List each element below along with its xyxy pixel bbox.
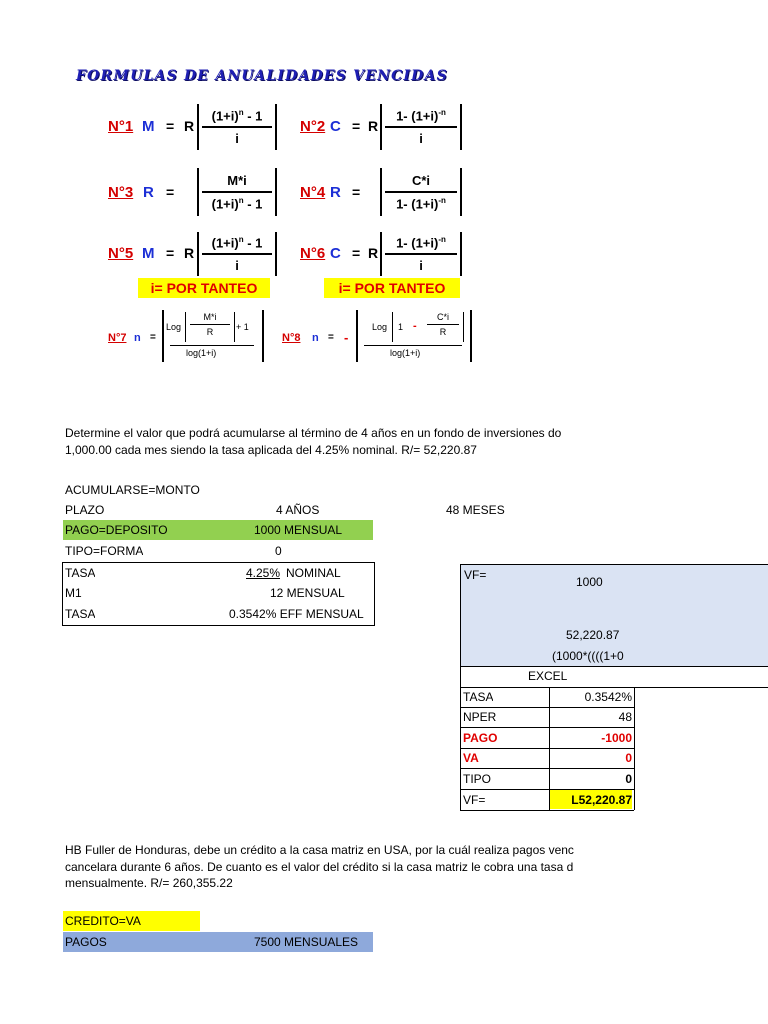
denominator: log(1+i) [186, 348, 217, 358]
vf-formula: (1000*((((1+0 [552, 649, 624, 663]
numerator [166, 312, 258, 344]
equals-sign: = [166, 245, 175, 261]
tasa2-label: TASA [65, 607, 96, 621]
excel-label-tipo: TIPO [463, 772, 492, 786]
inner-minus: - [413, 320, 417, 332]
excel-label-tasa: TASA [463, 690, 494, 704]
formula-variable: M [142, 245, 155, 262]
formula-number: N°2 [300, 118, 326, 135]
pagos-value: 7500 MENSUALES [254, 935, 359, 949]
equals-sign: = [166, 118, 175, 134]
coefficient: R [184, 118, 195, 134]
coefficient: R [368, 245, 379, 261]
excel-label-pago: PAGO [463, 731, 498, 745]
pago-value: 1000 MENSUAL [254, 523, 343, 537]
exponent: n [238, 195, 244, 205]
credito-label: CREDITO=VA [65, 914, 141, 928]
log-text: Log [166, 322, 182, 332]
formula-number: N°5 [108, 245, 134, 262]
numerator: (1+i) [211, 235, 239, 251]
problem-2-line-3: mensualmente. R/= 260,355.22 [65, 876, 233, 890]
numerator: 1- (1+i) [396, 235, 439, 251]
excel-header: EXCEL [528, 669, 568, 683]
tasa-label: TASA [65, 566, 96, 580]
numerator: (1+i) [211, 108, 239, 124]
fraction [197, 232, 277, 276]
denominator: (1+i) [211, 195, 239, 211]
excel-value-vf: L52,220.87 [550, 790, 632, 809]
one: 1 [398, 322, 404, 332]
equals-sign: = [150, 332, 156, 343]
inner-bracket [392, 312, 464, 342]
plazo-label: PLAZO [65, 503, 105, 517]
formula-variable: R [143, 184, 154, 201]
exponent: -n [438, 108, 446, 118]
inner-denominator: R [206, 327, 214, 337]
numerator [360, 312, 466, 344]
coefficient: R [368, 118, 379, 134]
fraction [356, 310, 472, 362]
fraction [197, 104, 277, 150]
tasa-percent: 4.25% [246, 566, 281, 580]
problem-2-line-1: HB Fuller de Honduras, debe un crédito a la casa matriz en USA, por la cuál realiza pagos venc [65, 843, 574, 857]
tasa2-value: 0.3542% EFF MENSUAL [229, 607, 364, 621]
tipo-label: TIPO=FORMA [65, 544, 144, 558]
vf-result: 52,220.87 [566, 628, 620, 642]
excel-value-va: 0 [625, 751, 632, 765]
denominator-tail: - 1 [243, 195, 263, 211]
denominator: log(1+i) [390, 348, 421, 358]
numerator: 1- (1+i) [396, 108, 439, 124]
denominator: i [419, 257, 423, 273]
exponent: n [238, 108, 244, 118]
fraction [162, 310, 264, 362]
equals-sign: = [352, 118, 361, 134]
excel-value-pago: -1000 [601, 731, 632, 745]
plazo-value: 4 AÑOS [276, 503, 320, 517]
denominator: i [235, 257, 239, 273]
excel-value-tipo: 0 [625, 772, 632, 786]
tipo-value: 0 [275, 544, 282, 558]
m1-value: 12 MENSUAL [270, 586, 345, 600]
exponent: n [238, 235, 244, 245]
excel-label-vf: VF= [463, 793, 486, 807]
pagos-label: PAGOS [65, 935, 107, 949]
formula-number: N°8 [282, 332, 301, 344]
inner-numerator: M*i [203, 312, 217, 322]
page-title: FORMULAS DE ANUALIDADES VENCIDAS [76, 68, 448, 84]
excel-value-tasa: 0.3542% [584, 690, 632, 704]
exponent: -n [438, 235, 446, 245]
fraction [380, 168, 462, 216]
formula-variable: n [312, 332, 319, 344]
formula-number: N°1 [108, 118, 134, 135]
equals-sign: = [166, 184, 175, 200]
formula-variable: R [330, 184, 341, 201]
formula-variable: M [142, 118, 155, 135]
fraction [380, 104, 462, 150]
formula-number: N°3 [108, 184, 134, 201]
denominator: i [419, 130, 423, 146]
tanteo-note: i= POR TANTEO [138, 278, 270, 298]
inner-fraction [185, 312, 235, 342]
formula-variable: C [330, 118, 341, 135]
formula-number: N°7 [108, 332, 127, 344]
exponent: -n [438, 195, 446, 205]
numerator: M*i [227, 173, 247, 189]
formula-variable: C [330, 245, 341, 262]
numerator-tail: - 1 [243, 235, 263, 251]
excel-label-va: VA [463, 751, 479, 765]
excel-label-nper: NPER [463, 710, 497, 724]
problem-1-line-1: Determine el valor que podrá acumularse al término de 4 años en un fondo de inversiones do [65, 426, 562, 440]
meses-value: 48 MESES [446, 503, 505, 517]
equals-sign: = [352, 184, 361, 200]
acumularse-label: ACUMULARSE=MONTO [65, 483, 200, 497]
coefficient: R [184, 245, 195, 261]
denominator: i [235, 130, 239, 146]
problem-1-line-2: 1,000.00 cada mes siendo la tasa aplicada del 4.25% nominal. R/= 52,220.87 [65, 443, 477, 457]
pago-label: PAGO=DEPOSITO [65, 523, 168, 537]
inner-numerator: C*i [436, 312, 449, 322]
equals-sign: = [352, 245, 361, 261]
inner-denominator: R [439, 327, 447, 337]
formula-variable: n [134, 332, 141, 344]
m1-label: M1 [65, 586, 82, 600]
vf-payment: 1000 [576, 575, 603, 589]
vf-label: VF= [464, 568, 487, 582]
log-text: Log [372, 322, 388, 332]
fraction [380, 232, 462, 276]
numerator: C*i [411, 173, 431, 189]
denominator: 1- (1+i) [396, 195, 439, 211]
tanteo-note: i= POR TANTEO [324, 278, 460, 298]
equals-sign: = [328, 332, 334, 343]
plus-one: + 1 [236, 322, 249, 332]
problem-2-line-2: cancelara durante 6 años. De cuanto es el valor del crédito si la casa matriz le cobra una tasa d [65, 860, 574, 874]
fraction [197, 168, 277, 216]
formula-number: N°6 [300, 245, 326, 262]
formula-number: N°4 [300, 184, 326, 201]
tasa-kind: NOMINAL [286, 566, 341, 580]
inner-fraction [425, 312, 461, 337]
excel-value-nper: 48 [618, 710, 632, 724]
minus-sign: - [344, 330, 349, 345]
numerator-tail: - 1 [243, 108, 263, 124]
